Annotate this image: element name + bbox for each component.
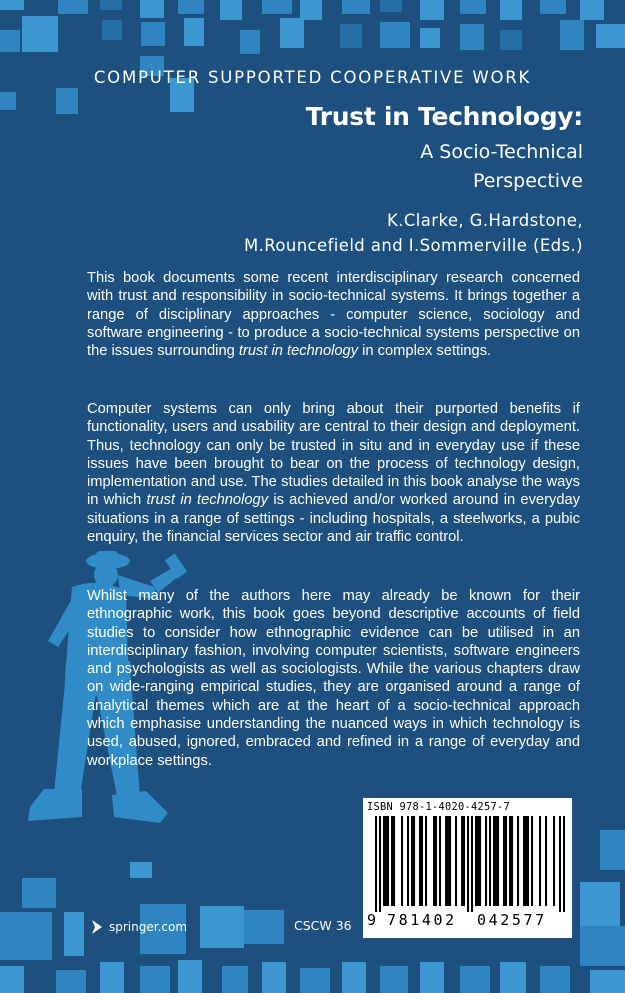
barcode-bar [413,816,415,906]
barcode-bar [439,816,441,906]
publisher-link[interactable] [90,919,187,935]
barcode-bar [445,816,447,906]
authors-line2: M.Rouncefield and I.Sommerville (Eds.) [243,236,583,255]
series-name: COMPUTER SUPPORTED COOPERATIVE WORK [93,68,532,87]
barcode-bar [447,816,449,906]
barcode-bar [495,816,497,906]
barcode-bar [433,816,435,906]
chevron-right-icon [90,919,104,935]
barcode-bar [479,816,481,906]
barcode-guard-bar [563,816,565,912]
barcode-bar [489,816,491,906]
series-code: CSCW 36 [294,918,352,933]
barcode-bar [505,816,507,906]
barcode-digit-right: 042577 [477,911,547,929]
barcode-guard-bar [471,816,473,912]
barcode-bar [385,816,387,906]
book-subtitle-line2: Perspective [472,170,583,192]
barcode-bar [531,816,533,906]
barcode-bar [475,816,477,906]
barcode-bar [463,816,465,906]
barcode-bar [553,816,555,906]
blurb-text: is achieved and/or worked around in everyday situations in a range of settings - including hospitals, a steelworks, a pubic enquiry, the financial services sector and air traffic control. [87,492,581,546]
barcode-bar [401,816,403,906]
barcode-bar [407,816,409,906]
barcode-bar [523,816,525,906]
barcode-bar [393,816,395,906]
isbn-label: ISBN 978-1-4020-4257-7 [367,801,510,813]
publisher-name: springer.com [109,920,188,934]
barcode-bar [517,816,519,906]
barcode-bar [391,816,393,906]
barcode-bar [411,816,413,906]
barcode-bar [545,816,547,906]
barcode-bar [509,816,511,906]
barcode-bar [511,816,513,906]
barcode-bar [497,816,499,906]
barcode [375,816,565,912]
barcode-bar [421,816,423,906]
blurb-text: Computer systems can only bring about their purported benefits if functionality, users and usability are central to their design and deployment. Thus, technology can only be trusted in situ and in everyday use if these issues have been brought to bear on the process of technology design, implementation and use. The studies detailed in this book analyse the ways in which [87,401,580,509]
barcode-bar [477,816,479,906]
blurb-emphasis: trust in technology [238,343,359,360]
barcode-bar [503,816,505,906]
barcode-guard-bar [379,816,381,912]
barcode-bar [387,816,389,906]
barcode-bar [461,816,463,906]
barcode-bar [449,816,451,906]
blurb-paragraph-1 [87,269,580,360]
book-subtitle-line1: A Socio-Technical [420,141,583,163]
blurb-paragraph-3: Whilst many of the authors here may already be known for their ethnographic work, this book goes beyond descriptive accounts of field studies to consider how ethnographic evidence can be utilised in an interdisciplinary fashion, involving computer scientists, software engineers and psychologists as well as sociologists. While the various chapters draw on wide-ranging empirical studies, they are organised around a range of analytical themes which are at the heart of a socio-technical approach which emphasise understanding the nuanced ways in which technology is used, abused, ignored, embraced and refined in a range of everyday and workplace settings. [87,588,580,769]
blurb-text: in complex settings. [358,343,492,360]
barcode-digit-lead: 9 [367,911,377,929]
barcode-digit-left: 781402 [387,911,457,929]
blurb-text: This book documents some recent interdisciplinary research concerned with trust and responsibility in socio-technical systems. It brings together a range of disciplinary approaches - computer science, sociology and software engineering - to produce a socio-technical systems perspective on the issues surrounding [87,270,580,360]
barcode-box [363,798,572,938]
barcode-bar [527,816,529,906]
book-title: Trust in Technology: [305,102,583,131]
barcode-bar [435,816,437,906]
authors-line1: K.Clarke, G.Hardstone, [386,211,583,230]
barcode-guard-bar [467,816,469,912]
barcode-bar [539,816,541,906]
blurb-emphasis: trust in technology [146,492,269,509]
barcode-guard-bar [375,816,377,912]
barcode-bar [419,816,421,906]
barcode-bar [493,816,495,906]
barcode-guard-bar [559,816,561,912]
barcode-digits [367,911,572,929]
barcode-bar [383,816,385,906]
barcode-bar [425,816,427,906]
barcode-bar [455,816,457,906]
barcode-bar [525,816,527,906]
blurb-paragraph-2 [87,400,580,546]
barcode-bar [485,816,487,906]
